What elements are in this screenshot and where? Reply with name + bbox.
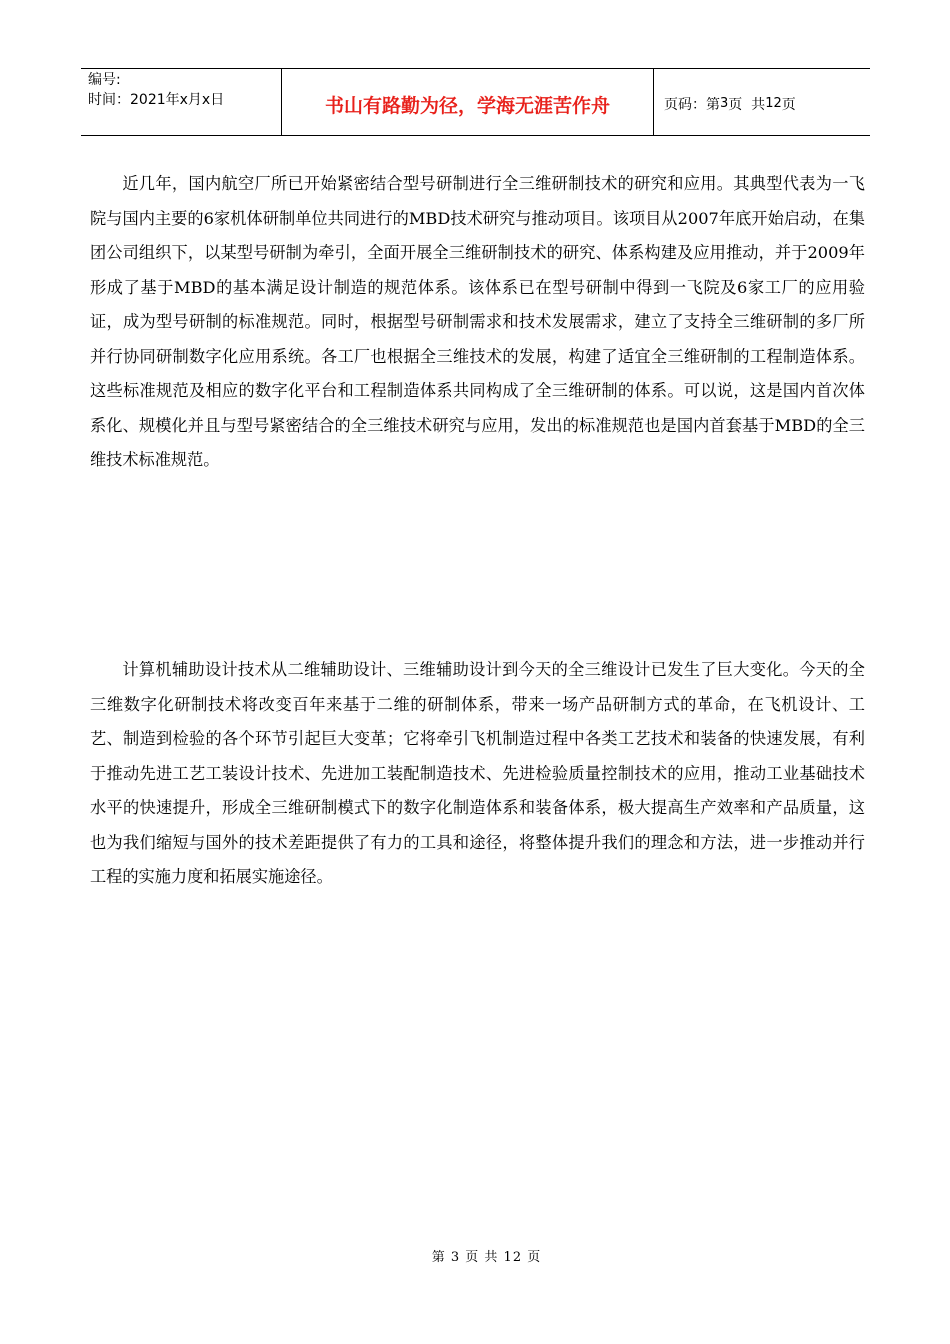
page-header xyxy=(81,68,870,136)
page-prefix: 页码：第 xyxy=(664,96,720,113)
body-paragraph-1: 近几年，国内航空厂所已开始紧密结合型号研制进行全三维研制技术的研究和应用。其典型代表为一飞院与国内主要的6家机体研制单位共同进行的MBD技术研究与推动项目。该项目从2007年底开始启动，在集团公司组织下，以某型号研制为牵引，全面开展全三维研制技术的研究、体系构建及应用推动，并于2009年形成了基于MBD的基本满足设计制造的规范体系。该体系已在型号研制中得到一飞院及6家工厂的应用验证，成为型号研制的标准规范。同时，根据型号研制需求和技术发展需求，建立了支持全三维研制的多厂所并行协同研制数字化应用系统。各工厂也根据全三维技术的发展，构建了适宜全三维研制的工程制造体系。这些标准规范及相应的数字化平台和工程制造体系共同构成了全三维研制的体系。可以说，这是国内首次体系化、规模化并且与型号紧密结合的全三维技术研究与应用，发出的标准规范也是国内首套基于MBD的全三维技术标准规范。 xyxy=(90,174,865,469)
body-paragraph-2: 计算机辅助设计技术从二维辅助设计、三维辅助设计到今天的全三维设计已发生了巨大变化。今天的全三维数字化研制技术将改变百年来基于二维的研制体系，带来一场产品研制方式的革命，在飞机设计、工艺、制造到检验的各个环节引起巨大变革；它将牵引飞机制造过程中各类工艺技术和装备的快速发展，有利于推动先进工艺工装设计技术、先进加工装配制造技术、先进检验质量控制技术的应用，推动工业基础技术水平的快速提升，形成全三维研制模式下的数字化制造体系和装备体系，极大提高生产效率和产品质量，这也为我们缩短与国外的技术差距提供了有力的工具和途径，将整体提升我们的理念和方法，进一步推动并行工程的实施力度和拓展实施途径。 xyxy=(90,660,865,886)
page-footer: 第 3 页 共 12 页 xyxy=(431,1250,542,1265)
page-suffix: 页 xyxy=(781,96,796,113)
header-motto: 书山有路勤为径，学海无涯苦作舟 xyxy=(282,69,654,135)
page-mid: 页 共 xyxy=(728,96,766,113)
document-number-label: 编号: xyxy=(88,72,121,88)
page-total: 12 xyxy=(765,96,782,111)
header-info-cell xyxy=(81,69,282,135)
header-page-indicator xyxy=(654,69,870,135)
document-time-label: 时间：2021年x月x日 xyxy=(88,92,225,108)
page-current: 3 xyxy=(720,96,729,111)
